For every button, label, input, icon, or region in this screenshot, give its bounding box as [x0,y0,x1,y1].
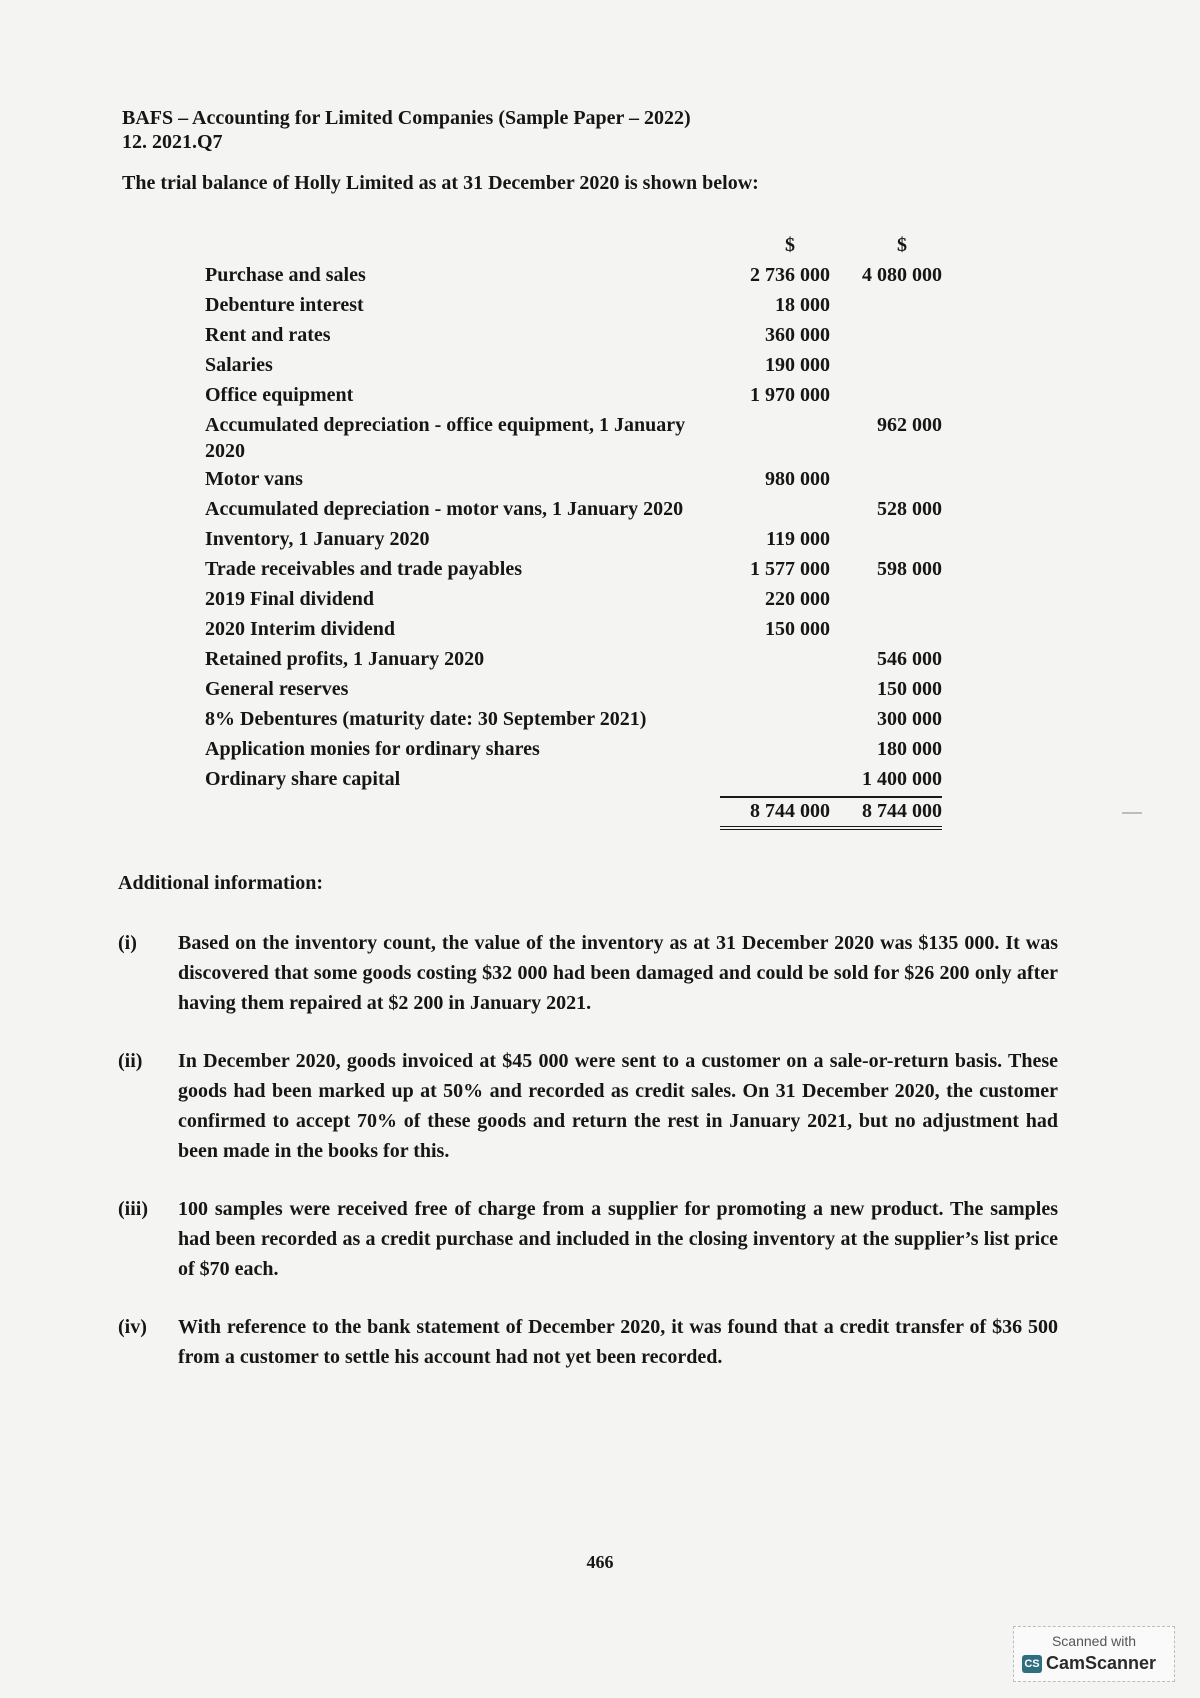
account-name: Debenture interest [205,294,364,316]
credit-amount: 150 000 [877,678,942,700]
intro-text: The trial balance of Holly Limited as at 31 December 2020 is shown below: [122,172,759,194]
credit-amount: 180 000 [877,738,942,760]
account-name: Salaries [205,354,273,376]
trial-balance-row [205,464,955,494]
trial-balance-row [205,524,955,554]
note-number: (ii) [118,1050,143,1072]
trial-balance-row [205,554,955,584]
trial-balance-row [205,380,955,410]
account-name: Motor vans [205,468,303,490]
trial-balance-row [205,410,955,464]
account-name: Accumulated depreciation - motor vans, 1 January 2020 [205,498,684,520]
additional-info-heading: Additional information: [118,872,324,894]
account-name: Office equipment [205,384,354,406]
account-name: Trade receivables and trade payables [205,558,523,580]
account-name: General reserves [205,678,349,700]
note-text: In December 2020, goods invoiced at $45 000 were sent to a customer on a sale-or-return basis. These goods had been marked up at 50% and recorded as credit sales. On 31 December 2020, the customer confirmed to accept 70% of these goods and return the rest in January 2021, but no adjustment had been made in the books for this. [178,1050,1058,1162]
trial-balance-header [205,234,955,260]
trial-balance-table [205,234,955,824]
debit-amount: 360 000 [765,324,830,346]
trial-balance-row [205,350,955,380]
question-reference: 12. 2021.Q7 [122,131,223,153]
camscanner-watermark [1013,1626,1175,1682]
trial-balance-row [205,674,955,704]
note-number: (iv) [118,1316,147,1338]
trial-balance-total-row [205,794,955,824]
account-name: 2020 Interim dividend [205,618,396,640]
trial-balance-row [205,320,955,350]
trial-balance-row [205,584,955,614]
camscanner-logo-icon: CS [1022,1655,1042,1673]
account-name: Inventory, 1 January 2020 [205,528,430,550]
trial-balance-row [205,734,955,764]
trial-balance-row [205,614,955,644]
note-item [118,1046,1058,1166]
credit-amount: 300 000 [877,708,942,730]
note-item [118,928,1058,1018]
debit-amount: 190 000 [765,354,830,376]
scan-edge-mark [1122,812,1142,814]
additional-info-notes [118,928,1058,1400]
paper-title: BAFS – Accounting for Limited Companies (Sample Paper – 2022) [122,107,691,129]
account-name: Retained profits, 1 January 2020 [205,648,485,670]
credit-amount: 528 000 [877,498,942,520]
debit-amount: 2 736 000 [750,264,830,286]
trial-balance-row [205,260,955,290]
account-name: 2019 Final dividend [205,588,374,610]
debit-amount: 119 000 [766,528,830,550]
trial-balance-rows [205,260,955,794]
credit-amount: 598 000 [877,558,942,580]
account-name: Purchase and sales [205,264,366,286]
paper-header [122,106,691,154]
credit-amount: 546 000 [877,648,942,670]
debit-amount: 980 000 [765,468,830,490]
debit-amount: 150 000 [765,618,830,640]
credit-amount: 962 000 [877,414,942,436]
debit-amount: 18 000 [775,294,830,316]
account-name: 8% Debentures (maturity date: 30 September 2021) [205,708,647,730]
trial-balance-row [205,290,955,320]
account-name: Ordinary share capital [205,768,401,790]
credit-amount: 1 400 000 [862,768,942,790]
debit-amount: 1 577 000 [750,558,830,580]
note-number: (i) [118,932,137,954]
account-name: Rent and rates [205,324,331,346]
note-text: Based on the inventory count, the value of the inventory as at 31 December 2020 was $135 000. It was discovered that some goods costing $32 000 had been damaged and could be sold for $26 200 only after having them repaired at $2 200 in January 2021. [178,932,1058,1014]
credit-amount: 4 080 000 [862,264,942,286]
note-item [118,1312,1058,1372]
debit-amount: 220 000 [765,588,830,610]
total-debit: 8 744 000 [720,796,830,830]
note-text: With reference to the bank statement of December 2020, it was found that a credit transfer of $36 500 from a customer to settle his account had not yet been recorded. [178,1316,1058,1368]
note-number: (iii) [118,1198,148,1220]
account-name: Application monies for ordinary shares [205,738,540,760]
page-number: 466 [586,1552,614,1572]
trial-balance-row [205,494,955,524]
credit-column-header: $ [897,234,907,256]
debit-amount: 1 970 000 [750,384,830,406]
debit-column-header: $ [785,234,795,256]
note-item [118,1194,1058,1284]
account-name: Accumulated depreciation - office equipment, 1 January 2020 [205,414,686,462]
note-text: 100 samples were received free of charge from a supplier for promoting a new product. The samples had been recorded as a credit purchase and included in the closing inventory at the supplier’s list price of $70 each. [178,1198,1058,1280]
watermark-caption: Scanned with [1051,1633,1137,1649]
watermark-brand: CamScanner [1046,1653,1157,1673]
total-label [205,794,695,822]
total-credit: 8 744 000 [824,796,942,830]
trial-balance-row [205,764,955,794]
trial-balance-row [205,644,955,674]
trial-balance-row [205,704,955,734]
